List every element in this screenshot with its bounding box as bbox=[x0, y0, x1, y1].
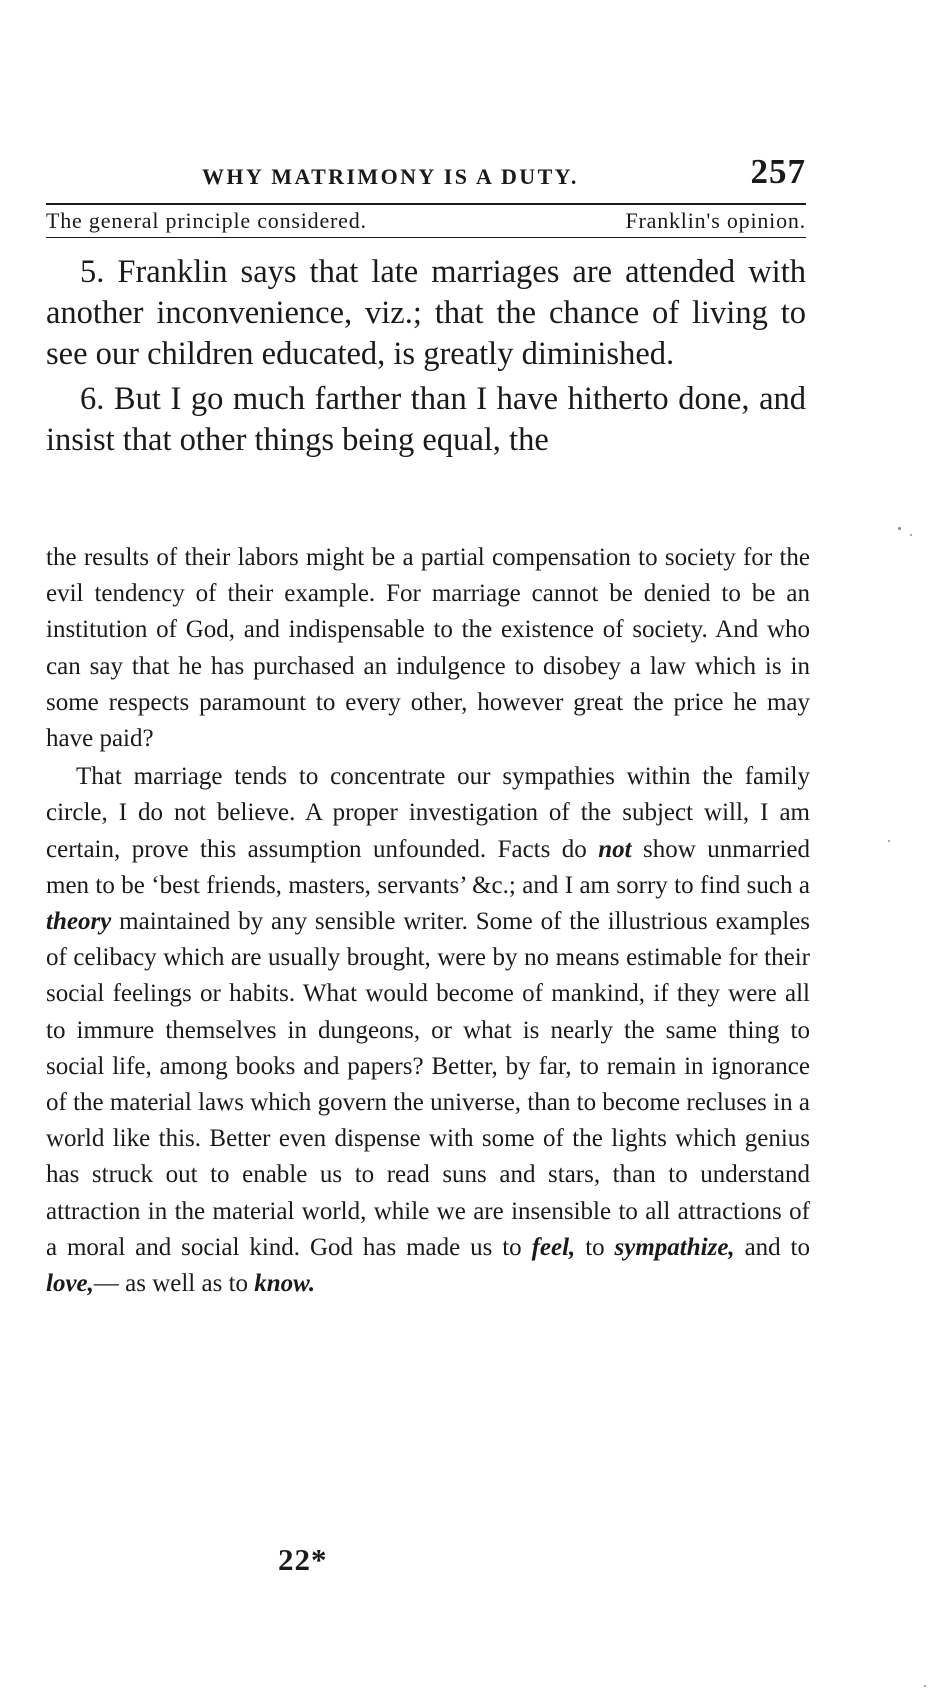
emphasis-theory: theory bbox=[46, 908, 112, 936]
paper-speck bbox=[924, 1685, 926, 1687]
running-head bbox=[46, 150, 806, 200]
note-paragraph-2 bbox=[46, 759, 810, 1302]
emphasis-sympathize: sympathize, bbox=[614, 1233, 735, 1261]
emphasis-not: not bbox=[598, 835, 632, 863]
header-rule-top bbox=[46, 203, 806, 205]
paper-speck bbox=[888, 840, 890, 842]
main-text-block bbox=[46, 252, 806, 461]
note-paragraph-2-part-b: show unmarried men to be ‘best friends, masters, servants’ &c.; and I am sorry to find such a bbox=[46, 835, 811, 899]
note-paragraph-2-part-c: maintained by any sensible writer. Some of the illustrious examples of celibacy which are usually brought, were by no means estimable for their social feelings or habits. What would become of mankind, if they were all to immure themselves in dungeons, or what is nearly the same thing to social life, among books and papers? Better, by far, to remain in ignorance of the material laws which govern the universe, than to become recluses in a world like this. Better even dispense with some of the lights which genius has struck out to enable us to read suns and stars, than to understand attraction in the material world, while we are insensible to all attractions of a moral and social kind. God has made us to bbox=[46, 908, 810, 1261]
header-rule-bottom bbox=[46, 237, 806, 238]
note-paragraph-2-part-f: — as well as to bbox=[93, 1270, 249, 1298]
emphasis-feel: feel, bbox=[531, 1233, 576, 1261]
synopsis-left: The general principle considered. bbox=[46, 208, 367, 233]
note-paragraph-2-part-e: and to bbox=[744, 1233, 811, 1261]
running-title: WHY MATRIMONY IS A DUTY. bbox=[202, 164, 579, 189]
note-paragraph-2-part-a: That marriage tends to concentrate our sympathies within the family circle, I do not believe. A proper investigation of the subject will, I am certain, prove this assumption unfounded. Facts do bbox=[46, 763, 810, 863]
signature-mark: 22* bbox=[278, 1542, 328, 1577]
note-paragraph-2-part-d: to bbox=[585, 1233, 605, 1261]
paper-speck bbox=[910, 534, 912, 536]
emphasis-love: love, bbox=[46, 1270, 94, 1298]
paper-speck bbox=[898, 527, 901, 530]
page-number: 257 bbox=[750, 152, 806, 191]
paragraph-6: 6. But I go much farther than I have hitherto done, and insist that other things being equal, the bbox=[46, 381, 806, 458]
synopsis-right: Franklin's opinion. bbox=[625, 208, 806, 233]
note-paragraph-1: the results of their labors might be a partial compensation to society for the evil tendency of their example. For marriage cannot be denied to be an institution of God, and indispensable to the existence of society. And who can say that he has purchased an indulgence to disobey a law which is in some respects paramount to every other, however great the price he may have paid? bbox=[46, 544, 810, 753]
paragraph-5: 5. Franklin says that late marriages are attended with another inconvenience, viz.; that the chance of living to see our children educated, is greatly diminished. bbox=[46, 254, 806, 372]
note-text-block bbox=[46, 540, 810, 1302]
emphasis-know: know. bbox=[254, 1270, 316, 1298]
